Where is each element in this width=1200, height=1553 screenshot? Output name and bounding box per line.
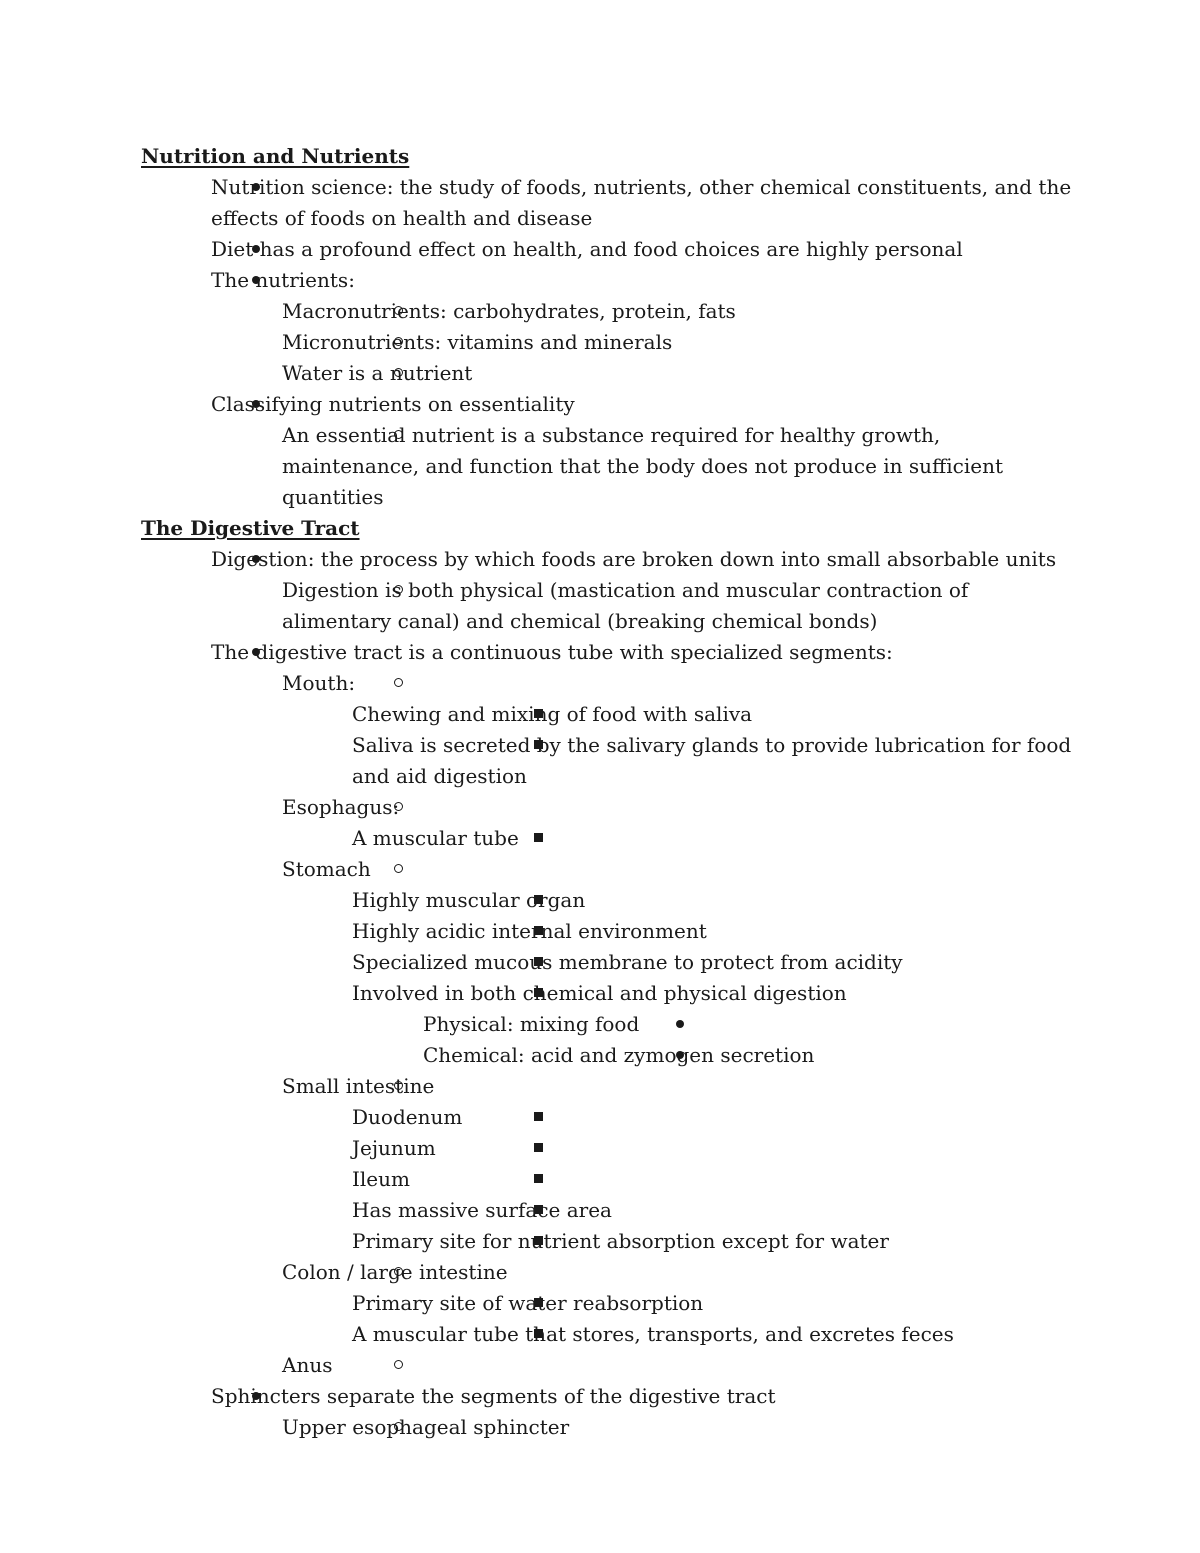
sub-list [141,296,1081,389]
sub-sub-list [141,699,1081,792]
document-page [141,141,1081,1443]
list-item: Upper esophageal sphincter [282,1412,1081,1443]
filled-bullet-icon [246,1381,266,1412]
list-item: Macronutrients: carbohydrates, protein, fats [282,296,1081,327]
sub-list [141,420,1081,513]
hollow-bullet-icon [388,358,408,389]
list-item: Small intestine [282,1071,1081,1102]
list-item: The nutrients: [211,265,1081,296]
hollow-bullet-icon [388,327,408,358]
bullet-list [141,1381,1081,1412]
list-item: Esophagus: [282,792,1081,823]
level-4-list [141,1009,1081,1071]
list-item: Sphincters separate the segments of the digestive tract [211,1381,1081,1412]
list-item: Diet has a profound effect on health, and food choices are highly personal [211,234,1081,265]
list-item: Digestion: the process by which foods are broken down into small absorbable units [211,544,1081,575]
list-item: Mouth: [282,668,1081,699]
section-heading-nutrition: Nutrition and Nutrients [141,144,410,168]
list-item: Highly acidic internal environment [352,916,1081,947]
list-item: Highly muscular organ [352,885,1081,916]
list-item: Ileum [352,1164,1081,1195]
square-bullet-icon [528,1319,548,1350]
sub-sub-list [141,823,1081,854]
section-heading-digestive-tract: The Digestive Tract [141,516,360,540]
square-bullet-icon [528,1288,548,1319]
hollow-bullet-icon [388,1350,408,1381]
hollow-bullet-icon [388,668,408,699]
hollow-bullet-icon [388,1412,408,1443]
filled-bullet-icon [246,389,266,420]
sub-list [141,792,1081,823]
list-item: Jejunum [352,1133,1081,1164]
sub-sub-list [141,1288,1081,1350]
filled-bullet-icon [246,172,266,203]
bullet-list [141,389,1081,420]
filled-bullet-icon [246,265,266,296]
square-bullet-icon [528,730,548,761]
list-item: Primary site of water reabsorption [352,1288,1081,1319]
bullet-list [141,637,1081,668]
square-bullet-icon [528,1133,548,1164]
list-item: A muscular tube that stores, transports, and excretes feces [352,1319,1081,1350]
sub-list [141,668,1081,699]
hollow-bullet-icon [388,1071,408,1102]
list-item: Water is a nutrient [282,358,1081,389]
list-item: Chemical: acid and zymogen secretion [423,1040,1081,1071]
list-item: Nutrition science: the study of foods, nutrients, other chemical constituents, and the effects of foods on health and disease [211,172,1081,234]
filled-bullet-icon [246,637,266,668]
square-bullet-icon [528,916,548,947]
filled-bullet-icon [246,544,266,575]
filled-bullet-icon [670,1009,690,1040]
square-bullet-icon [528,823,548,854]
hollow-bullet-icon [388,296,408,327]
hollow-bullet-icon [388,854,408,885]
list-item: Stomach [282,854,1081,885]
list-item: Primary site for nutrient absorption except for water [352,1226,1081,1257]
sub-list [141,1412,1081,1443]
square-bullet-icon [528,699,548,730]
square-bullet-icon [528,1226,548,1257]
list-item: Classifying nutrients on essentiality [211,389,1081,420]
sub-list [141,575,1081,637]
filled-bullet-icon [246,234,266,265]
list-item: The digestive tract is a continuous tube with specialized segments: [211,637,1081,668]
list-item: Chewing and mixing of food with saliva [352,699,1081,730]
sub-list [141,1071,1081,1102]
sub-list [141,1350,1081,1381]
hollow-bullet-icon [388,420,408,451]
list-item: Saliva is secreted by the salivary glands to provide lubrication for food and aid digestion [352,730,1081,792]
list-item: Specialized mucous membrane to protect from acidity [352,947,1081,978]
bullet-list [141,172,1081,296]
square-bullet-icon [528,978,548,1009]
list-item: Anus [282,1350,1081,1381]
list-item: An essential nutrient is a substance required for healthy growth, maintenance, and function that the body does not produce in sufficient quantities [282,420,1081,513]
list-item: Digestion is both physical (mastication and muscular contraction of alimentary canal) and chemical (breaking chemical bonds) [282,575,1081,637]
bullet-list [141,544,1081,575]
hollow-bullet-icon [388,575,408,606]
list-item: Has massive surface area [352,1195,1081,1226]
list-item: Involved in both chemical and physical digestion [352,978,1081,1009]
sub-sub-list [141,1102,1081,1257]
square-bullet-icon [528,1164,548,1195]
list-item: Micronutrients: vitamins and minerals [282,327,1081,358]
list-item: Physical: mixing food [423,1009,1081,1040]
list-item: A muscular tube [352,823,1081,854]
square-bullet-icon [528,885,548,916]
filled-bullet-icon [670,1040,690,1071]
square-bullet-icon [528,1195,548,1226]
square-bullet-icon [528,1102,548,1133]
hollow-bullet-icon [388,1257,408,1288]
sub-sub-list [141,885,1081,1009]
sub-list [141,854,1081,885]
hollow-bullet-icon [388,792,408,823]
square-bullet-icon [528,947,548,978]
list-item: Colon / large intestine [282,1257,1081,1288]
list-item: Duodenum [352,1102,1081,1133]
sub-list [141,1257,1081,1288]
